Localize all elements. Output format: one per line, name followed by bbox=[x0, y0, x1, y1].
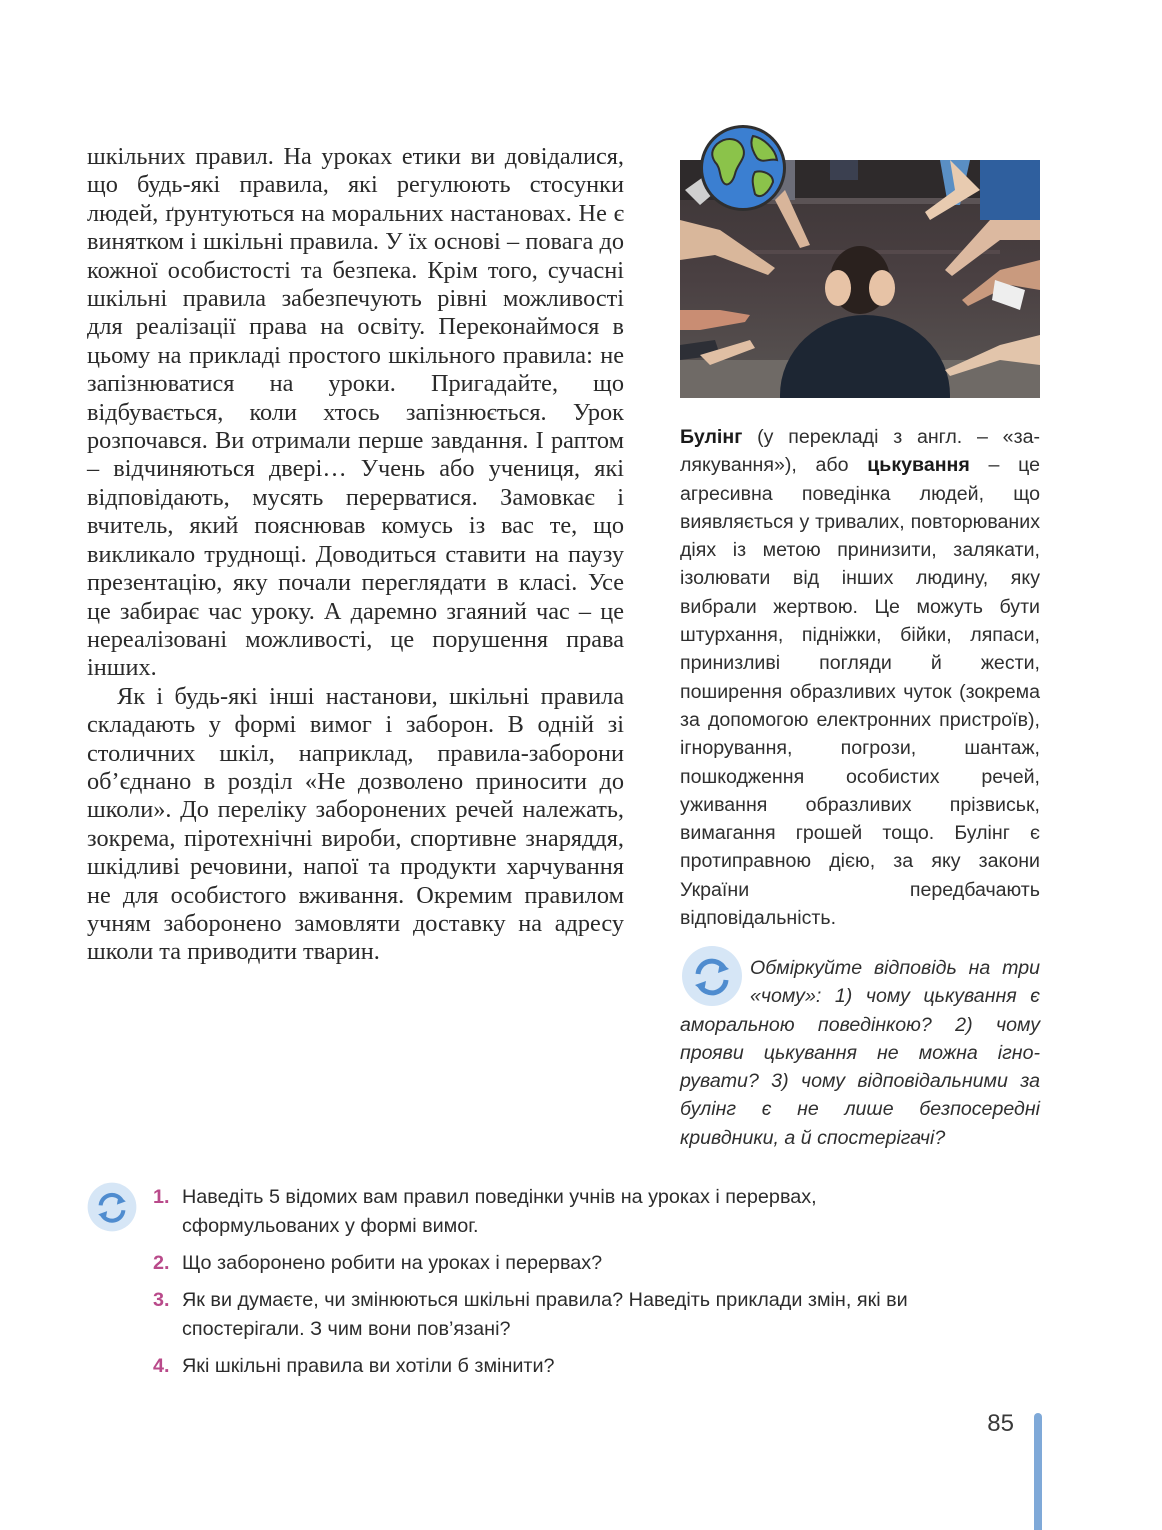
page-number: 85 bbox=[987, 1410, 1014, 1437]
question-text: Які шкільні правила ви хотіли б змінити? bbox=[182, 1355, 555, 1377]
question-text: Що заборонено робити на уроках і перервах? bbox=[182, 1252, 603, 1274]
page-edge-bar bbox=[1034, 1413, 1042, 1530]
definition-term: Булінг bbox=[680, 426, 743, 448]
question-text: Наведіть 5 відомих вам правил поведінки учнів на уроках і перервах, сформульованих у формі вимог. bbox=[182, 1186, 817, 1237]
bullying-definition bbox=[680, 423, 1040, 932]
question-number: 3. bbox=[153, 1289, 170, 1311]
main-text-column bbox=[87, 143, 624, 967]
question-number: 2. bbox=[153, 1252, 170, 1274]
questions-list bbox=[153, 1183, 953, 1389]
question-number: 4. bbox=[153, 1355, 170, 1377]
definition-text-1: (у перекладі з англ. – «залякування»), або bbox=[680, 426, 1040, 477]
definition-text-2: – це агресивна поведінка людей, що виявляється у тривалих, повторюваних діях із метою принизити, залякати, ізолювати від інших людину, яку вибрали жертвою. Це можуть бути штурхання, підніжки, бійки, ляпаси, принизливі погляди й жести, поширення образливих чуток (зокрема за допомогою електронних пристроїв), ігнорування, погрози, шантаж, пошкодження особистих речей, уживання образливих прізвиськ, вимагання грошей тощо. Булінг є протиправною дією, за яку закони України передбачають відповідальність. bbox=[680, 454, 1040, 930]
question-item bbox=[153, 1286, 953, 1344]
question-item bbox=[153, 1183, 953, 1241]
reflection-prompt: Обміркуйте відповідь на три «чому»: 1) чому цькування є аморальною поведінкою? 2) чому прояви цькування не можна ігнорувати? 3) чому відповідальними за булінг є не лише безпосередні кривдники, а й спостерігачі? bbox=[680, 957, 1040, 1149]
main-paragraph-2: Як і будь-які інші настанови, шкільні правила складають у формі вимог і заборон. В одній зі столичних шкіл, наприклад, правила-заборони об’єднано в розділ «Не дозволено приносити до школи». До переліку заборонених речей належать, зокрема, піротехнічні вироби, спортивне знаряддя, шкідливі речовини, напої та продукти харчування не для особистого вживання. Окремим правилом учням заборонено замовляти доставку на адресу школи та приводити тварин. bbox=[87, 682, 624, 966]
question-text: Як ви думаєте, чи змінюються шкільні правила? Наведіть приклади змін, які ви спостерігали. З чим вони пов’язані? bbox=[182, 1289, 908, 1340]
question-item bbox=[153, 1352, 953, 1381]
question-item bbox=[153, 1249, 953, 1278]
globe-icon bbox=[697, 122, 789, 214]
definition-term-2: цькування bbox=[867, 454, 970, 477]
question-number: 1. bbox=[153, 1186, 170, 1208]
main-paragraph-1: шкільних правил. На уроках етики ви довідалися, що будь-які правила, які регулюють стосунки людей, ґрунтуються на моральних настановах. Не є винятком і шкільні правила. У їх основі – повага до кожної особистості та безпека. Крім того, сучасні шкільні правила забезпечують рівні можливості для реалізації права на освіту. Переконаймося в цьому на прикладі простого шкільного правила: не запізнюватися на уроки. Пригадайте, що відбувається, коли хтось запізнюється. Урок розпочався. Ви отримали перше завдання. І раптом – відчиняються двері… Учень або учениця, які відповідають, мусять перерватися. Замовкає і вчитель, який пояснював комусь із вас те, що викликало труднощі. Доводиться ставити на паузу презентацію, яку почали переглядати в класі. Усе це забирає час уроку. А даремно згаяний час – це нереалізовані можливості, це порушення права інших. bbox=[87, 143, 624, 682]
refresh-arrows-icon bbox=[86, 1181, 138, 1233]
